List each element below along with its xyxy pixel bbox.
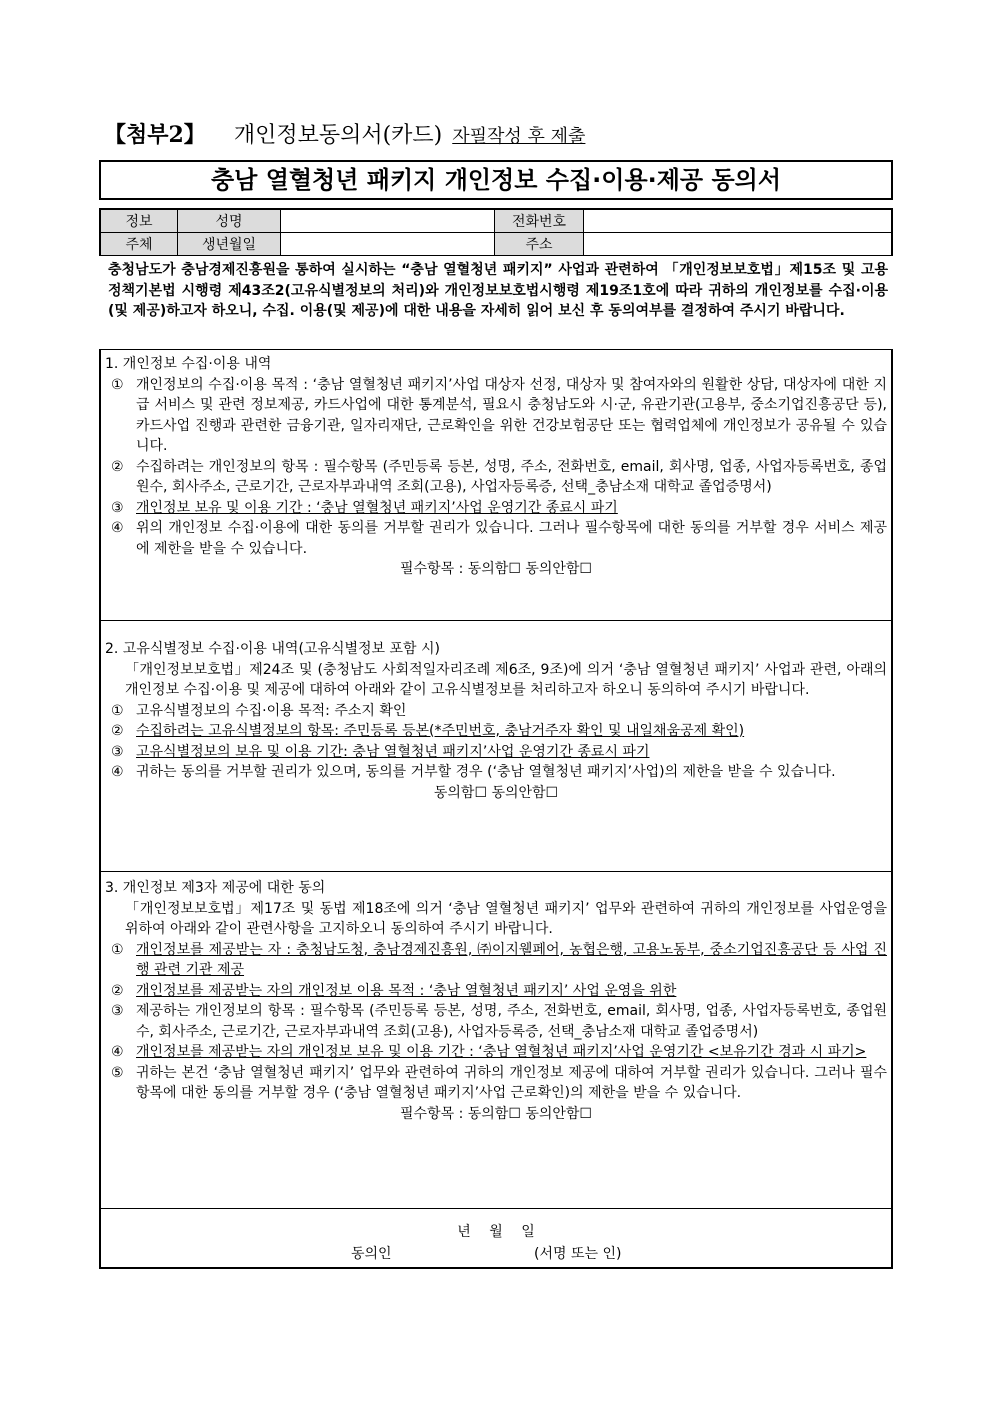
group-label: 정보 (100, 209, 178, 233)
list-item: ② 수집하려는 고유식별정보의 항목: 주민등록 등본(*주민번호, 충남거주자 확인 및 내일채움공제 확인) (111, 723, 745, 739)
list-item: ① 개인정보를 제공받는 자 : 충청남도청, 충남경제진흥원, ㈜이지웰페어, 농협은행, 고용노동부, 중소기업진흥공단 등 사업 진행 관련 기관 제공 (111, 941, 887, 978)
section-heading: 3. 개인정보 제3자 제공에 대한 동의 (105, 880, 326, 896)
section-collection-usage (99, 349, 893, 620)
list-item: ⑤ 귀하는 본건 ‘충남 열혈청년 패키지’ 업무와 관련하여 귀하의 개인정보 제공에 대하여 거부할 권리가 있습니다. 그러나 필수항목에 대한 동의를 거부할 경우 (‘충남 열혈청년 패키지’사업 근로확인)의 제한을 받을 수 있습니다. (111, 1064, 887, 1101)
list-item: ③ 제공하는 개인정보의 항목 : 필수항목 (주민등록 등본, 성명, 주소, 전화번호, email, 회사명, 업종, 사업자등록번호, 종업원수, 회사주소, 근로기간, 근로자부과내역 조회(고용), 사업자등록증, 선택_충남소재 대학교 졸업증명서) (111, 1003, 887, 1040)
group-label: 주체 (100, 233, 178, 256)
list-item: ② 개인정보를 제공받는 자의 개인정보 이용 목적 : ‘충남 열혈청년 패키지’ 사업 운영을 위한 (111, 982, 677, 999)
list-item: ② 수집하려는 개인정보의 항목 : 필수항목 (주민등록 등본, 성명, 주소, 전화번호, email, 회사명, 업종, 사업자등록번호, 종업원수, 회사주소, 근로기간, 근로자부과내역 조회(고용), 사업자등록증, 선택_충남소재 대학교 졸업증명서) (111, 458, 887, 495)
list-item: ③ 고유식별정보의 보유 및 이용 기간: 충남 열혈청년 패키지’사업 운영기간 종료시 파기 (111, 743, 650, 760)
signature-field[interactable]: (서명 또는 인) (534, 1246, 622, 1262)
list-item: ④ 개인정보를 제공받는 자의 개인정보 보유 및 이용 기간 : ‘충남 열혈청년 패키지’사업 운영기간 <보유기간 경과 시 파기> (111, 1044, 867, 1060)
submission-note: 자필작성 후 제출 (452, 126, 586, 147)
list-item: ① 개인정보의 수집·이용 목적 : ‘충남 열혈청년 패키지’사업 대상자 선정, 대상자 및 참여자와의 원활한 상담, 대상자에 대한 지급 서비스 및 관련 정보제공, 카드사업에 대한 통계분석, 필요시 충청남도와 시·군, 유관기관(고용부, 중소기업진흥공단 등), 카드사업 진행과 관련한 금융기관, 일자리재단, 근로확인을 위한 건강보험공단 또는 협력업체에 개인정보가 공유될 수 있습니다. (111, 376, 887, 454)
phone-field[interactable] (584, 209, 893, 233)
consent-checkboxes[interactable]: 동의함☐ 동의안함☐ (433, 784, 559, 801)
list-item: ④ 귀하는 동의를 거부할 권리가 있으며, 동의를 거부할 경우 (‘충남 열혈청년 패키지’사업)의 제한을 받을 수 있습니다. (111, 764, 836, 780)
section-heading: 2. 고유식별정보 수집·이용 내역(고유식별정보 포함 시) (105, 641, 440, 657)
section-paragraph: 「개인정보보호법」제17조 및 동법 제18조에 의거 ‘충남 열혈청년 패키지’ 업무와 관련하여 귀하의 개인정보를 사업운영을 위하여 아래와 같이 관련사항을 고지하오니 동의하여 주시기 바랍니다. (125, 900, 887, 937)
document-type: 개인정보동의서(카드) (233, 123, 443, 148)
list-item: ③ 개인정보 보유 및 이용 기간 : ‘충남 열혈청년 패키지’사업 운영기간 종료시 파기 (111, 499, 618, 516)
section-paragraph: 「개인정보보호법」제24조 및 (충청남도 사회적일자리조례 제6조, 9조)에 의거 ‘충남 열혈청년 패키지’ 사업과 관련, 아래의 개인정보 수집·이용 및 제공에 대하여 아래와 같이 고유식별정보를 처리하고자 하오니 동의하여 주시기 바랍니다. (125, 661, 887, 698)
name-label: 성명 (178, 209, 281, 233)
attachment-header (104, 118, 585, 148)
section-third-party (99, 871, 893, 1208)
consent-checkboxes[interactable]: 필수항목 : 동의함☐ 동의안함☐ (400, 1105, 592, 1122)
signer-label: 동의인 (351, 1246, 392, 1262)
list-item: ④ 위의 개인정보 수집·이용에 대한 동의를 거부할 권리가 있습니다. 그러나 필수항목에 대한 동의를 거부할 경우 서비스 제공에 제한을 받을 수 있습니다. (111, 520, 887, 557)
section-unique-id (99, 620, 893, 871)
section-heading: 1. 개인정보 수집·이용 내역 (105, 356, 272, 372)
address-field[interactable] (584, 233, 893, 256)
attachment-tag: 【첨부2】 (104, 122, 206, 148)
signature-box (99, 1208, 893, 1269)
birth-field[interactable] (281, 233, 495, 256)
birth-label: 생년월일 (178, 233, 281, 256)
list-item: ① 고유식별정보의 수집·이용 목적: 주소지 확인 (111, 702, 407, 719)
name-field[interactable] (281, 209, 495, 233)
phone-label: 전화번호 (495, 209, 584, 233)
page-title: 충남 열혈청년 패키지 개인정보 수집·이용·제공 동의서 (99, 160, 893, 200)
personal-info-table (99, 208, 893, 256)
address-label: 주소 (495, 233, 584, 256)
consent-checkboxes[interactable]: 필수항목 : 동의함☐ 동의안함☐ (400, 561, 592, 577)
date-line[interactable]: 년 월 일 (457, 1224, 535, 1240)
intro-paragraph: 충청남도가 충남경제진흥원을 통하여 실시하는 “충남 열혈청년 패키지” 사업과 관련하여 「개인정보보호법」제15조 및 고용정책기본법 시행령 제43조2(고유식별정보의 처리)와 개인정보보호법시행령 제19조1호에 따라 귀하의 개인정보를 수집·이용(및 제공)하고자 하오니, 수집. 이용(및 제공)에 대한 내용을 자세히 읽어 보신 후 동의여부를 결정하여 주시기 바랍니다. (108, 262, 888, 319)
